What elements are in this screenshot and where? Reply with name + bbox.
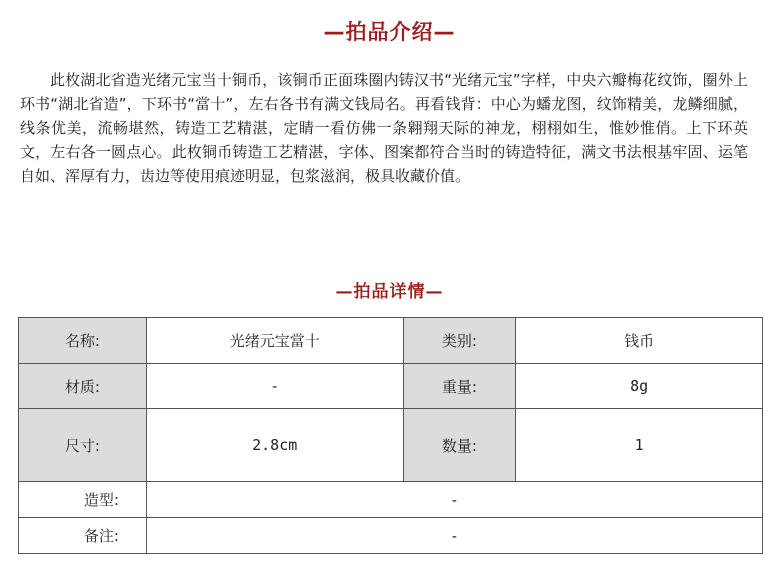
details-section-title: —拍品详情— [335,282,444,302]
table-row [19,409,763,482]
size-value: 2.8cm [146,409,403,482]
weight-value: 8g [516,364,763,409]
shape-label: 造型: [19,482,147,518]
size-label: 尺寸: [19,409,147,482]
intro-paragraph: 此枚湖北省造光绪元宝当十铜币，该铜币正面珠圈内铸汉书“光绪元宝”字样，中央六瓣梅花纹饰，圈外上环书“湖北省造”，下环书“當十”，左右各书有满文钱局名。再看钱背：中心为蟠龙图，纹饰精美，龙鳞细腻，线条优美，流畅堪然，铸造工艺精湛，定睛一看仿佛一条翱翔天际的神龙，栩栩如生，惟妙惟俏。上下环英文，左右各一圆点心。此枚铜币铸造工艺精湛，字体、图案都符合当时的铸造特征，满文书法根基牢固、运笔自如、浑厚有力，齿边等使用痕迹明显，包浆滋润，极具收藏价值。 [20,71,748,185]
table-row [19,318,763,364]
remarks-label: 备注: [19,518,147,554]
weight-label: 重量: [403,364,516,409]
remarks-value: - [146,518,762,554]
table-row [19,518,763,554]
shape-value: - [146,482,762,518]
quantity-label: 数量: [403,409,516,482]
quantity-value: 1 [516,409,763,482]
intro-section-title: —拍品介绍— [323,20,456,44]
name-label: 名称: [19,318,147,364]
name-value: 光绪元宝當十 [146,318,403,364]
details-table [18,317,763,554]
material-label: 材质: [19,364,147,409]
category-value: 钱币 [516,318,763,364]
table-row [19,482,763,518]
table-row [19,364,763,409]
category-label: 类别: [403,318,516,364]
material-value: - [146,364,403,409]
